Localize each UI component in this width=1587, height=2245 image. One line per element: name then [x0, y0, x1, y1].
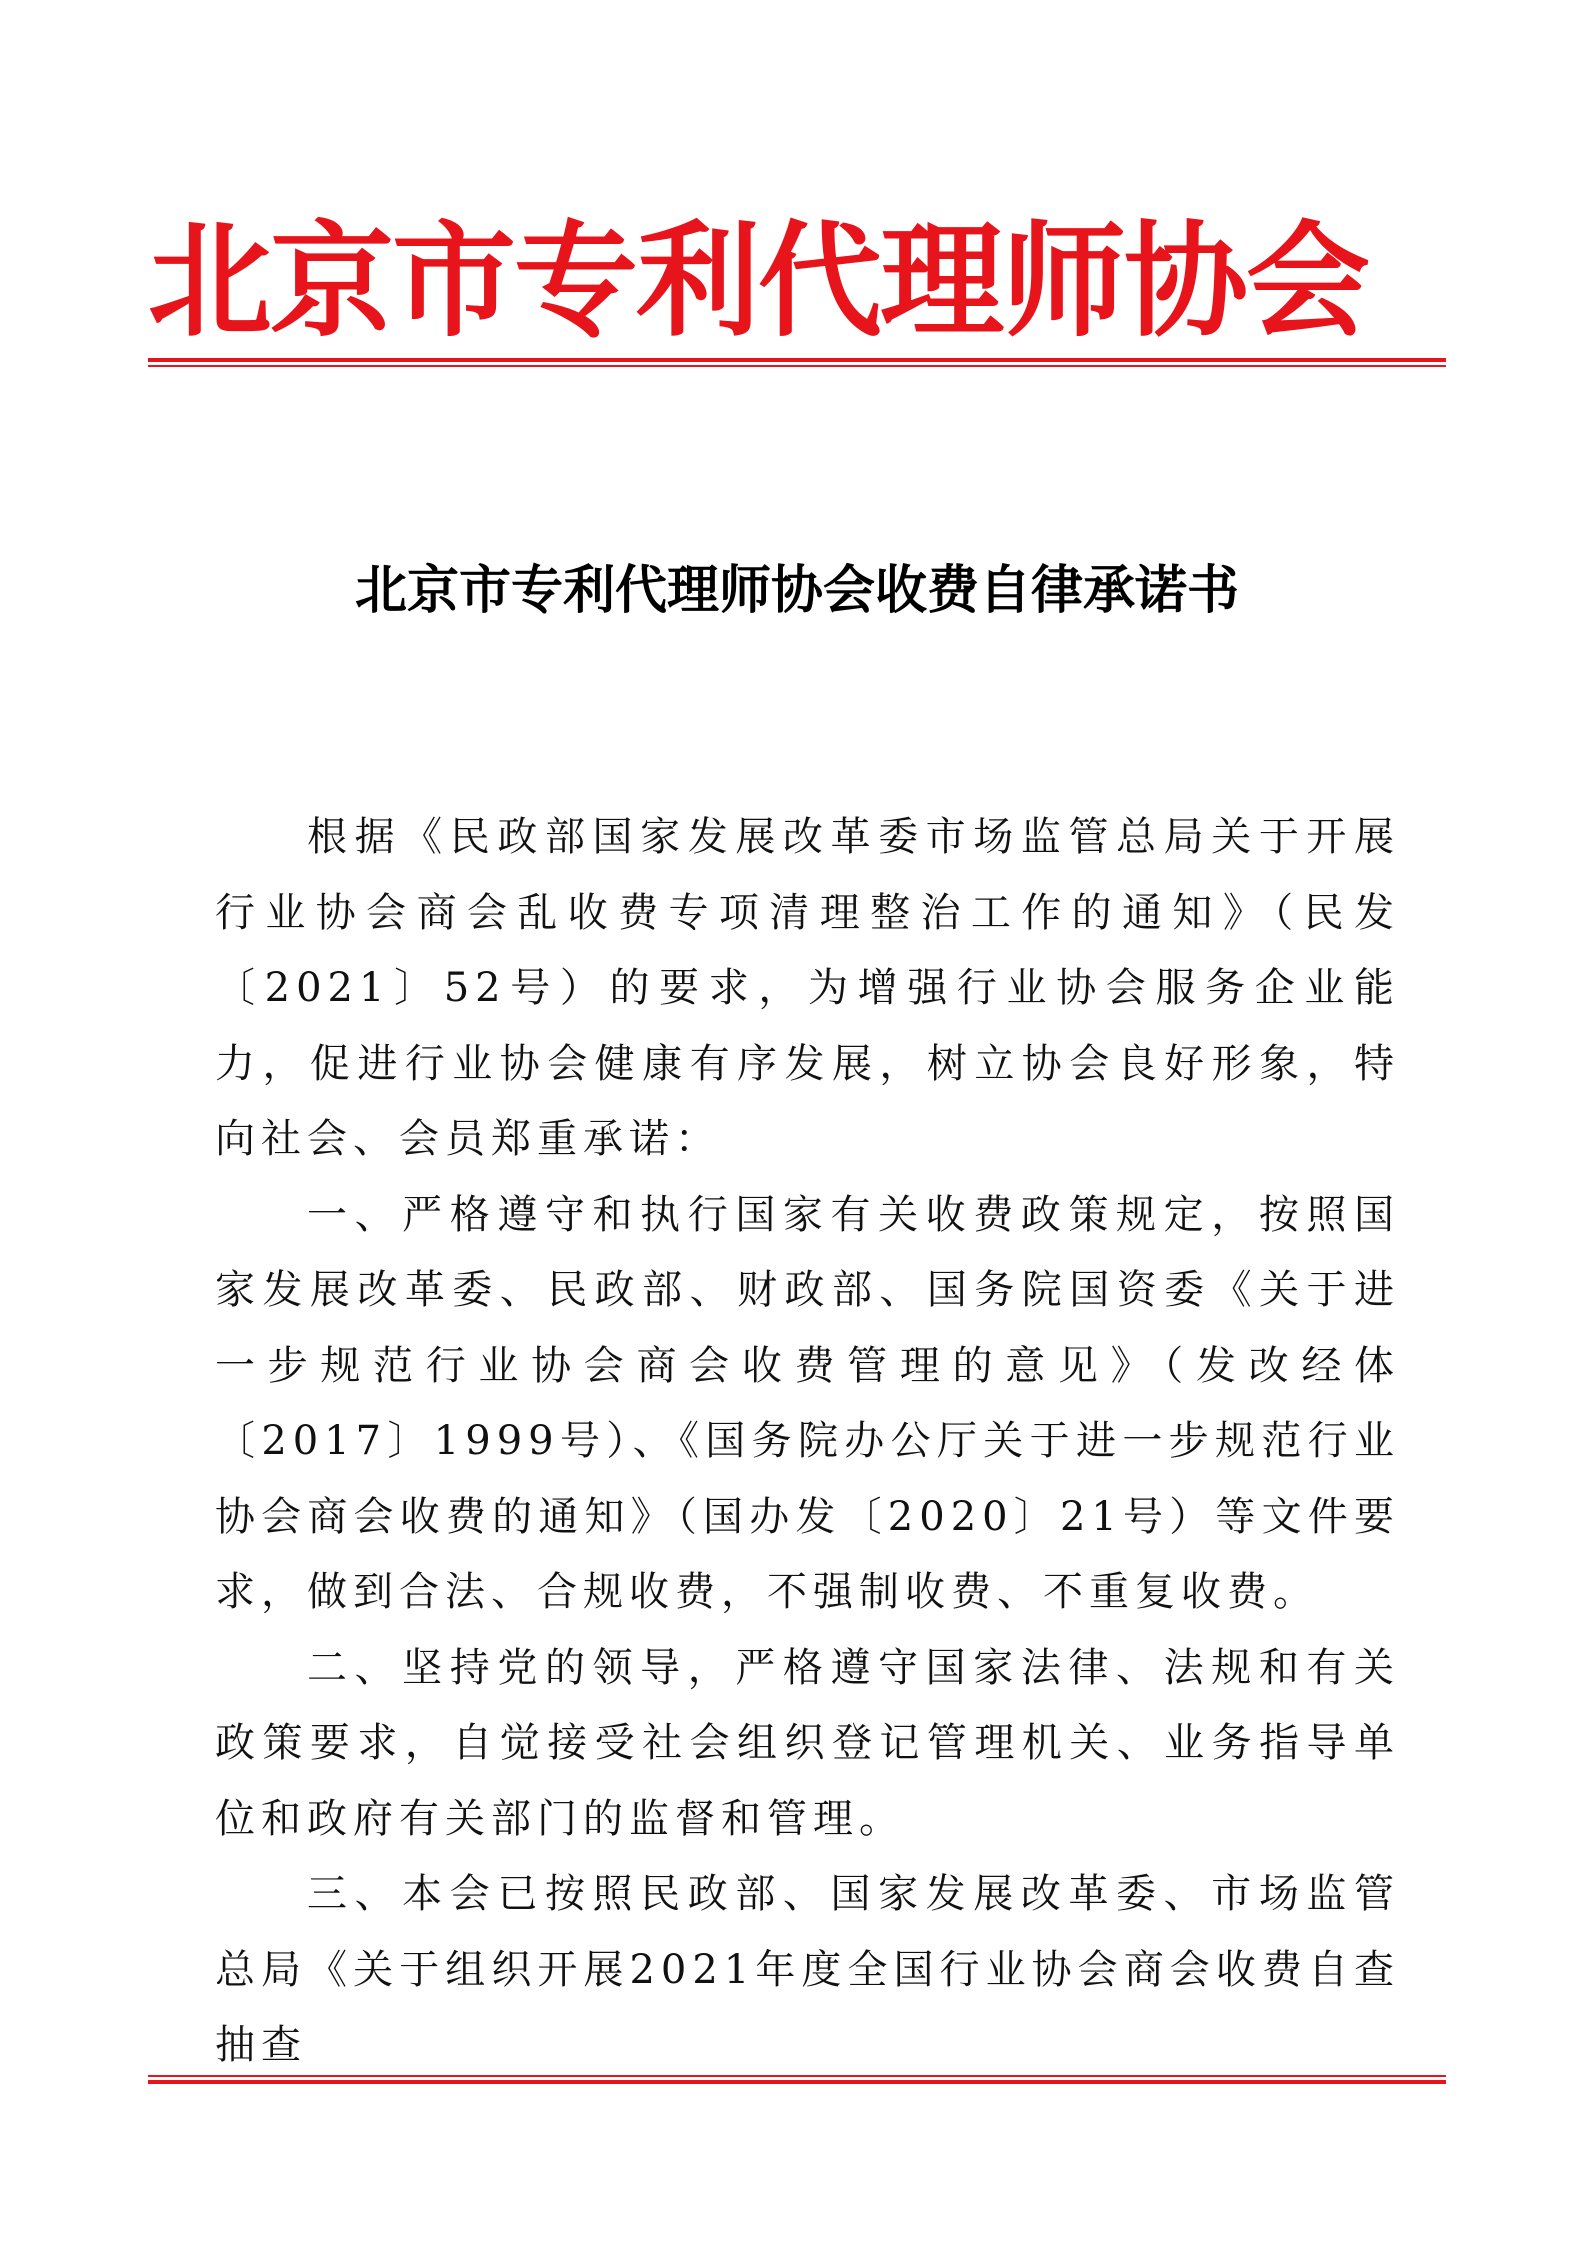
letterhead-organization-name: 北京市专利代理师协会: [148, 209, 1369, 354]
rule-thick-line: [148, 2080, 1446, 2084]
document-title: 北京市专利代理师协会收费自律承诺书: [354, 560, 1239, 621]
body-paragraph-item-2: 二、坚持党的领导，严格遵守国家法律、法规和有关政策要求，自觉接受社会组织登记管理机关、业务指导单位和政府有关部门的监督和管理。: [215, 1644, 1400, 1842]
rule-thin-line: [148, 2075, 1446, 2077]
body-paragraph-intro: 根据《民政部国家发展改革委市场监管总局关于开展行业协会商会乱收费专项清理整治工作的通知》（民发〔2021〕52号）的要求，为增强行业协会服务企业能力，促进行业协会健康有序发展，树立协会良好形象，特向社会、会员郑重承诺：: [215, 814, 1400, 1162]
letterhead-top-rule: [148, 358, 1446, 368]
document-body: [215, 800, 1400, 2084]
rule-thick-line: [148, 358, 1446, 362]
body-paragraph-item-1: 一、严格遵守和执行国家有关收费政策规定，按照国家发展改革委、民政部、财政部、国务院国资委《关于进一步规范行业协会商会收费管理的意见》（发改经体〔2017〕1999号）、《国务院办公厅关于进一步规范行业协会商会收费的通知》（国办发〔2020〕21号）等文件要求，做到合法、合规收费，不强制收费、不重复收费。: [215, 1191, 1400, 1615]
footer-rule: [148, 2075, 1446, 2085]
body-paragraph-item-3: 三、本会已按照民政部、国家发展改革委、市场监管总局《关于组织开展2021年度全国行业协会商会收费自查抽查: [215, 1871, 1400, 2068]
rule-thin-line: [148, 365, 1446, 367]
